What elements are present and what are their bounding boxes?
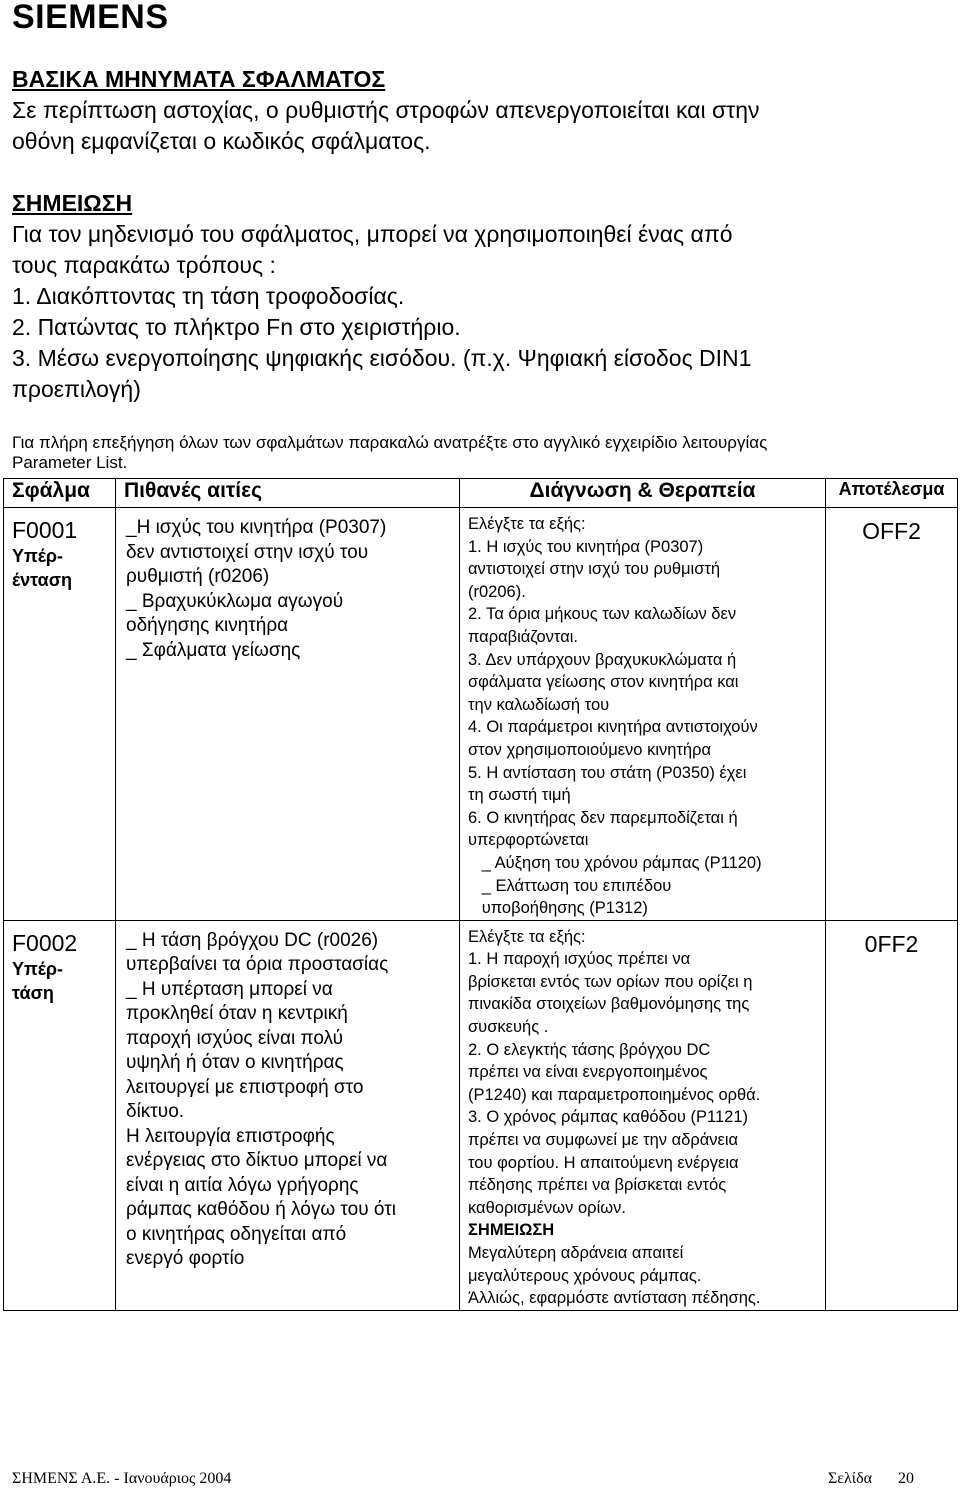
remedy-line: σφάλματα γείωσης στον κινητήρα και (468, 673, 739, 692)
reset-method-item-continued: προεπιλογή) (12, 376, 141, 402)
remedy-line: 4. Οι παράμετροι κινητήρα αντιστοιχούν (468, 718, 758, 737)
note-text-line: τους παρακάτω τρόπους : (12, 252, 276, 278)
causes-list (116, 516, 459, 663)
remedy-line: πινακίδα στοιχείων βαθμονόμησης της (468, 995, 750, 1014)
cause-line: ο κινητήρας οδηγείται από (126, 1223, 347, 1245)
remedy-list (460, 513, 825, 920)
manual-reference-line: Για πλήρη επεξήγηση όλων των σφαλμάτων παρακαλώ ανατρέξτε στο αγγλικό εγχειρίδιο λειτουργίας (12, 433, 768, 452)
result-cell (826, 508, 958, 921)
remedy-line: 3. Ο χρόνος ράμπας καθόδου (P1121) (468, 1108, 748, 1127)
intro-section (12, 64, 952, 405)
remedy-line: _ Ελάττωση του επιπέδου (468, 876, 672, 895)
reset-method-item: 3. Μέσω ενεργοποίησης ψηφιακής εισόδου. (π.χ. Ψηφιακή είσοδος DIN1 (12, 345, 752, 371)
cause-line: ράμπας καθόδου ή λόγω του ότι (126, 1199, 396, 1221)
remedy-line: Ελέγξτε τα εξής: (468, 515, 586, 533)
remedy-line: (r0206). (468, 582, 526, 601)
remedy-line: 6. Ο κινητήρας δεν παρεμποδίζεται ή (468, 808, 738, 827)
remedy-line: 1. Η παροχή ισχύος πρέπει να (468, 950, 691, 969)
reset-method-item: 2. Πατώντας το πλήκτρο Fn στο χειριστήριο. (12, 314, 461, 340)
reset-method-item: 1. Διακόπτοντας τη τάση τροφοδοσίας. (12, 283, 405, 309)
header-diagnosis: Διάγνωση & Θεραπεία (460, 479, 826, 508)
remedy-line: πρέπει να συμφωνεί με την αδράνεια (468, 1131, 739, 1150)
causes-list (116, 929, 459, 1272)
cause-line: _ Βραχυκύκλωμα αγωγού (126, 590, 344, 612)
cause-line: δίκτυο. (126, 1101, 185, 1123)
remedy-line: υπερφορτώνεται (468, 831, 589, 850)
cause-line: ενεργό φορτίο (126, 1248, 245, 1270)
fault-code: F0001 (12, 517, 78, 543)
cause-line: υψηλή ή όταν ο κινητήρας (126, 1052, 344, 1074)
cause-line: _ Η υπέρταση μπορεί να (126, 978, 333, 1000)
remedy-line: παραβιάζονται. (468, 627, 578, 646)
remedy-line: Ελέγξτε τα εξής: (468, 927, 586, 946)
remedy-line: μεγαλύτερους χρόνους ράμπας. (468, 1266, 702, 1285)
remedy-line: 1. Η ισχύς του κινητήρα (P0307) (468, 537, 704, 556)
cause-line: δεν αντιστοιχεί στην ισχύ του (126, 541, 369, 563)
remedy-line: Άλλιώς, εφαρμόστε αντίσταση πέδησης. (468, 1289, 761, 1308)
cause-line: ρυθμιστή (r0206) (126, 566, 270, 587)
fault-code-cell (4, 920, 116, 1310)
section-heading: ΒΑΣΙΚΑ ΜΗΝΥΜΑΤΑ ΣΦΑΛΜΑΤΟΣ (12, 66, 386, 92)
causes-cell (116, 508, 460, 921)
remedy-cell (460, 508, 826, 921)
manual-reference-note (12, 433, 942, 473)
table-row (4, 508, 958, 921)
note-text-line: Για τον μηδενισμό του σφάλματος, μπορεί να χρησιμοποιηθεί ένας από (12, 221, 733, 247)
remedy-line: πέδησης πρέπει να βρίσκεται εντός (468, 1176, 727, 1195)
cause-line: προκληθεί όταν η κεντρική (126, 1003, 348, 1025)
page-number: 20 (898, 1470, 914, 1487)
fault-code: F0002 (12, 929, 78, 956)
table-row (4, 920, 958, 1310)
fault-name: τάση (12, 982, 54, 1003)
remedy-line: 2. Ο ελεγκτής τάσης βρόγχου DC (468, 1040, 711, 1059)
remedy-line: στον χρησιμοποιούμενο κινητήρα (468, 740, 712, 759)
remedy-line: 2. Τα όρια μήκους των καλωδίων δεν (468, 605, 737, 624)
cause-line: υπερβαίνει τα όρια προστασίας (126, 954, 389, 976)
footer-page (828, 1470, 914, 1488)
cause-line: _ Σφάλματα γείωσης (126, 639, 301, 661)
remedy-line: _ Αύξηση του χρόνου ράμπας (P1120) (468, 853, 762, 872)
remedy-line: συσκευής . (468, 1018, 549, 1037)
remedy-list (460, 926, 825, 1310)
cause-line: λειτουργεί με επιστροφή στο (126, 1076, 364, 1098)
fault-code-cell (4, 508, 116, 921)
remedy-note-title: ΣΗΜΕΙΩΣΗ (468, 1221, 555, 1240)
manual-reference-line: Parameter List. (12, 453, 128, 472)
remedy-line: την καλωδίωσή του (468, 695, 610, 714)
table-header-row (4, 479, 958, 508)
intro-text-line: οθόνη εμφανίζεται ο κωδικός σφάλματος. (12, 128, 431, 154)
cause-line: οδήγησης κινητήρα (126, 615, 289, 636)
causes-cell (116, 920, 460, 1310)
fault-name: ένταση (12, 570, 73, 590)
remedy-line: πρέπει να είναι ενεργοποιημένος (468, 1063, 708, 1082)
cause-line: Η λειτουργία επιστροφής (126, 1125, 335, 1147)
fault-name: Υπέρ- (12, 958, 64, 979)
note-title: ΣΗΜΕΙΩΣΗ (12, 190, 133, 216)
header-result: Αποτέλεσμα (826, 479, 958, 508)
fault-name: Υπέρ- (12, 546, 64, 566)
cause-line: _Η ισχύς του κινητήρα (P0307) (126, 517, 387, 538)
remedy-line: υποβοήθησης (P1312) (468, 899, 648, 918)
result-cell (826, 920, 958, 1310)
fault-result: 0FF2 (864, 930, 919, 957)
remedy-line: του φορτίου. Η απαιτούμενη ενέργεια (468, 1153, 739, 1172)
cause-line: παροχή ισχύος είναι πολύ (126, 1027, 343, 1049)
remedy-line: αντιστοιχεί στην ισχύ του ρυθμιστή (468, 560, 721, 579)
header-causes: Πιθανές αιτίες (116, 479, 460, 508)
remedy-line: 3. Δεν υπάρχουν βραχυκυκλώματα ή (468, 650, 737, 669)
footer-company-date: ΣΗΜΕΝΣ Α.Ε. - Ιανουάριος 2004 (12, 1470, 232, 1487)
remedy-line: καθορισμένων ορίων. (468, 1198, 626, 1217)
remedy-cell (460, 920, 826, 1310)
cause-line: _ Η τάση βρόγχου DC (r0026) (126, 929, 379, 951)
header-fault: Σφάλμα (4, 479, 116, 508)
remedy-line: τη σωστή τιμή (468, 786, 571, 805)
intro-text-line: Σε περίπτωση αστοχίας, ο ρυθμιστής στροφών απενεργοποιείται και στην (12, 97, 760, 123)
page-label: Σελίδα (827, 1470, 872, 1487)
remedy-line: Μεγαλύτερη αδράνεια απαιτεί (468, 1244, 684, 1262)
cause-line: είναι η αιτία λόγω γρήγορης (126, 1174, 359, 1196)
remedy-line: (P1240) και παραμετροποιημένος ορθά. (468, 1085, 761, 1104)
remedy-line: 5. Η αντίσταση του στάτη (P0350) έχει (468, 763, 747, 782)
cause-line: ενέργειας στο δίκτυο μπορεί να (126, 1150, 388, 1172)
remedy-line: βρίσκεται εντός των ορίων που ορίζει η (468, 972, 753, 991)
fault-result: OFF2 (862, 518, 921, 544)
brand-logo-text: SIEMENS (12, 0, 169, 36)
fault-table (3, 478, 958, 1311)
